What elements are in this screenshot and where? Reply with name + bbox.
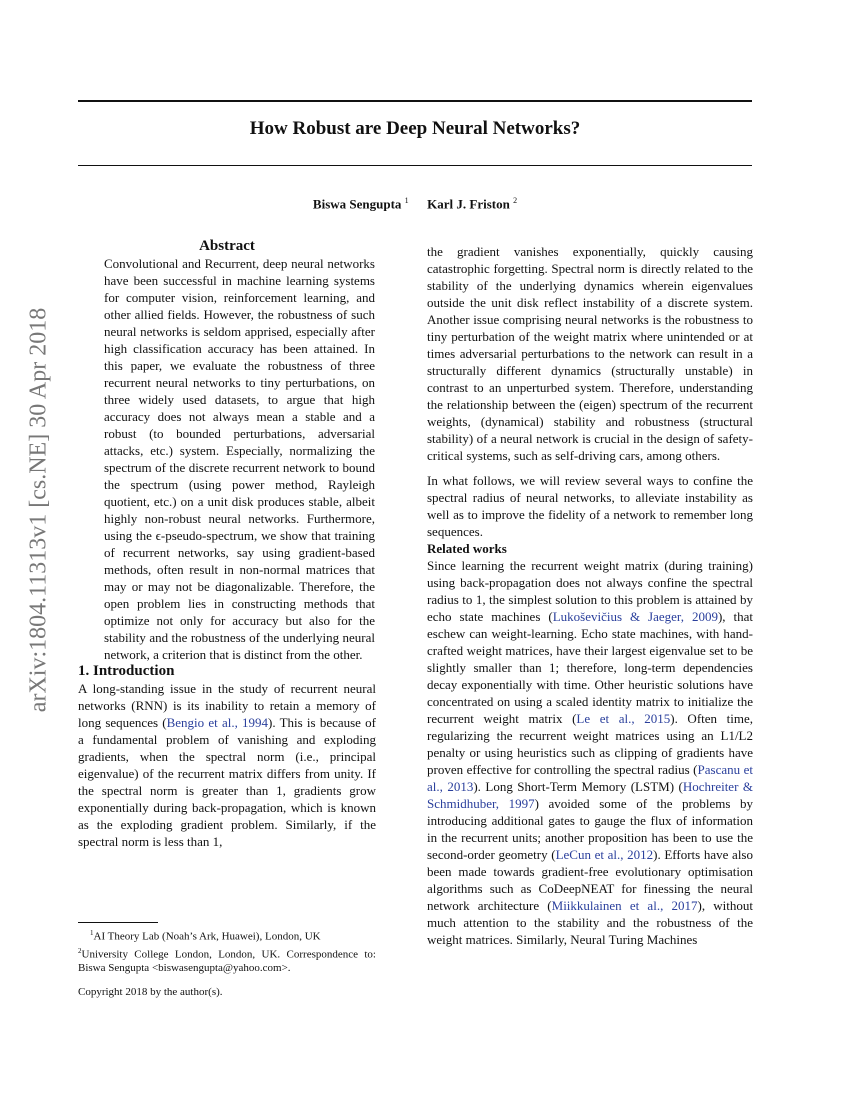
introduction-paragraph: A long-standing issue in the study of recurrent neural networks (RNN) is its inability to retain a memory of long sequences (Bengio et al., 1994). This is because of a fundamental problem of vanishing and exploding gradients, when the spectral norm (i.e., principal eigenvalue) of the recurrent matrix differs from unity. If the spectral norm is greater than 1, gradients grow exponentially during back-propagation, which is known as the exploding gradient problem. Similarly, if the spectral norm is less than 1,: [78, 681, 376, 849]
title-top-rule: [78, 100, 752, 102]
footnote-2: $^2$University College London, London, UK. Correspondence to: Biswa Sengupta <biswasengupta@yahoo.com>.: [78, 946, 376, 975]
body-paragraph: the gradient vanishes exponentially, quickly causing catastrophic forgetting. Spectral norm is directly related to the stability of the underlying dynamics wherein eigenvalues outside the unit disk reflect instability of a discrete system. Another issue comprising neural networks is the robustness to tiny perturbation of the weight matrix where unintended or at times adversarial perturbations to the network can result in a structurally different dynamics (structurally unstable) in contrast to an unperturbed system. Therefore, understanding the relationship between the (eigen) spectrum of the recurrent weights, (dynamical) stability and robustness (structural stability) of a neural network is crucial in the design of safety-critical systems, such as self-driving cars, among others.: [427, 244, 753, 463]
author-name: Karl J. Friston: [427, 196, 510, 212]
paper-title: How Robust are Deep Neural Networks?: [249, 118, 581, 139]
right-column: [427, 243, 753, 948]
author-name: Biswa Sengupta: [312, 196, 402, 212]
related-works-heading: Related works: [427, 541, 507, 556]
abstract-heading: Abstract: [199, 238, 255, 254]
copyright-notice: Copyright 2018 by the author(s).: [78, 986, 223, 998]
arxiv-identifier: arXiv:1804.11313v1 [cs.NE] 30 Apr 2018: [25, 307, 52, 713]
author-affiliation-mark: 1: [404, 196, 409, 205]
related-works-paragraph: Since learning the recurrent weight matrix (during training) using back-propagation does not always confine the spectral radius to 1, the simplest solution to this problem is attained by echo state machines (Lukoševičius & Jaeger, 2009), that eschew can weight-learning. Echo state machines, with hand-crafted weight matrices, have their largest eigenvalue set to be slightly smaller than 1; therefore, long-term dependencies decay exponentially with time. Other heuristic solutions have concentrated on using a scaled identity matrix to initialize the recurrent weight matrix (Le et al., 2015). Often time, regularizing the recurrent weight matrices using an L1/L2 penalty or using heuristics such as clipping of gradients have proven effective for controlling the spectral radius (Pascanu et al., 2013). Long Short-Term Memory (LSTM) (Hochreiter & Schmidhuber, 1997) avoided some of the problems by introducing additional gates to gauge the flux of information in the recurrent units; another proposition has been to use the second-order geometry (LeCun et al., 2012). Efforts have also been made towards gradient-free evolutionary optimisation algorithms such as CoDeepNEAT for finessing the neural network architecture (Miikkulainen et al., 2017), without much attention to the stability and the robustness of the weight matrices. Similarly, Neural Turing Machines: [427, 558, 754, 947]
left-column: [78, 238, 376, 850]
citation-link[interactable]: Pascanu et al., 2013: [427, 762, 754, 794]
author-line: [78, 196, 752, 212]
body-paragraph: In what follows, we will review several ways to confine the spectral radius of neural networks, to alleviate instability as well as to improve the fidelity of a network to remember long sequences.: [427, 473, 753, 539]
citation-link[interactable]: Miikkulainen et al., 2017: [551, 898, 698, 913]
introduction-heading: 1. Introduction: [78, 663, 175, 679]
footnote-1: $^1$AI Theory Lab (Noah’s Ark, Huawei), London, UK: [90, 929, 321, 943]
citation-link[interactable]: Bengio et al., 1994: [166, 715, 269, 730]
citation-link[interactable]: Hochreiter & Schmidhuber, 1997: [427, 779, 753, 811]
title-bottom-rule: [78, 165, 752, 166]
footnote-rule: [78, 922, 158, 923]
citation-link[interactable]: LeCun et al., 2012: [555, 847, 654, 862]
author-affiliation-mark: 2: [513, 196, 518, 205]
footnotes: [78, 926, 376, 975]
citation-link[interactable]: Le et al., 2015: [576, 711, 671, 726]
citation-link[interactable]: Lukoševičius & Jaeger, 2009: [552, 609, 718, 624]
arxiv-sidebar-stamp: [24, 290, 54, 730]
abstract-text: Convolutional and Recurrent, deep neural networks have been successful in machine learning systems for computer vision, reinforcement learning, and other allied fields. However, the robustness of such neural networks is seldom apprised, especially after high classification accuracy has been attained. In this paper, we evaluate the robustness of three recurrent neural networks to tiny perturbations, on three widely used datasets, to argue that high accuracy does not always mean a stable and a robust (to bounded perturbations, adversarial attacks, etc.) system. Especially, normalizing the spectrum of the discrete recurrent network to bound the spectrum (using power method, Rayleigh quotient, etc.) on a unit disk produces stable, albeit highly non-robust neural networks. Furthermore, using the ϵ-pseudo-spectrum, we show that training of recurrent networks, say using gradient-based methods, often result in non-normal matrices that may or may not be diagonalizable. Therefore, the open problem lies in constructing methods that optimize not only for accuracy but also for the stability and the robustness of the underlying neural network, a criterion that is distinct from the other.: [104, 256, 375, 662]
